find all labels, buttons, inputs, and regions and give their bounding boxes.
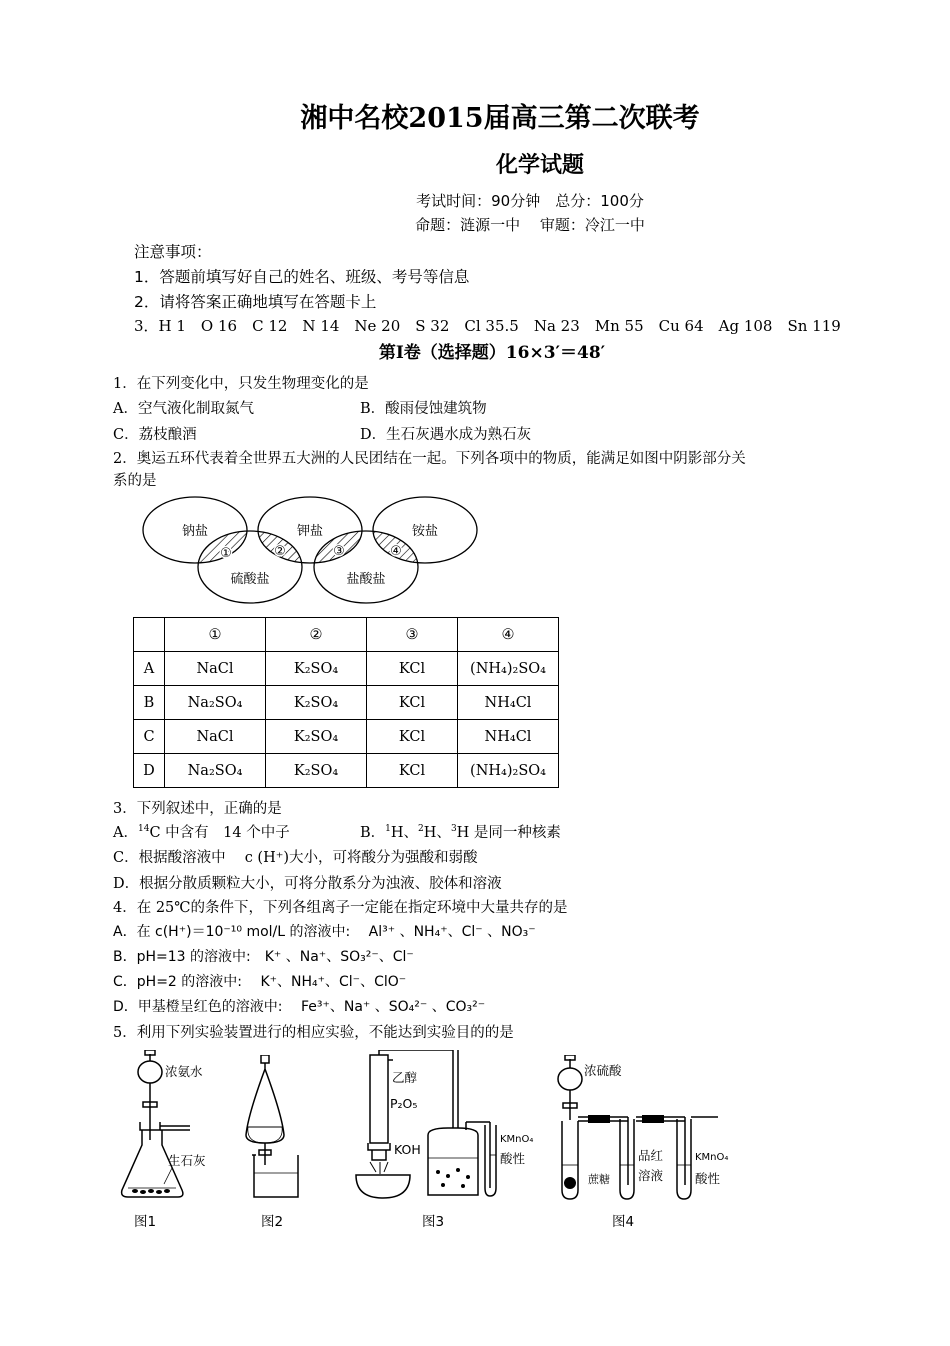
figure-1-apparatus bbox=[110, 1050, 230, 1205]
venn-label-ammonium: 铵盐 bbox=[411, 524, 439, 539]
table-cell: K₂SO₄ bbox=[266, 720, 367, 754]
label-quicklime: 生石灰 bbox=[168, 1153, 206, 1168]
q3-option-a: A．$^{14}$C 中含有 14 个中子 bbox=[113, 824, 290, 841]
q3-option-b: B．$^1$H、$^2$H、$^3$H 是同一种核素 bbox=[360, 824, 561, 841]
figure-3-apparatus bbox=[348, 1050, 548, 1205]
table-cell: NH₄Cl bbox=[458, 720, 559, 754]
table-header-cell: ③ bbox=[367, 618, 458, 652]
section-title: 第Ⅰ卷（选择题）16×3′＝48′ bbox=[378, 343, 606, 363]
figure-4-apparatus bbox=[548, 1055, 748, 1205]
q4-option-c: C．pH=2 的溶液中: K⁺、NH₄⁺、Cl⁻、ClO⁻ bbox=[113, 974, 407, 990]
answer-options-table bbox=[133, 617, 559, 788]
venn-diagram bbox=[140, 495, 490, 610]
table-cell: NH₄Cl bbox=[458, 686, 559, 720]
table-cell: Na₂SO₄ bbox=[165, 754, 266, 788]
figure-2-label: 图2 bbox=[261, 1214, 284, 1230]
label-sulfuric-acid: 浓硫酸 bbox=[584, 1063, 622, 1078]
table-cell: A bbox=[134, 652, 165, 686]
label-acidic-fig4: 酸性 bbox=[695, 1171, 721, 1186]
table-header-row bbox=[134, 618, 559, 652]
exam-authors: 命题：涟源一中 审题：冷江一中 bbox=[415, 216, 645, 234]
q1-option-b: B．酸雨侵蚀建筑物 bbox=[360, 401, 487, 417]
q2-stem-line1: 2．奥运五环代表着全世界五大洲的人民团结在一起。下列各项中的物质，能满足如图中阴影部分关 bbox=[113, 451, 746, 467]
table-cell: KCl bbox=[367, 754, 458, 788]
table-row bbox=[134, 720, 559, 754]
q1-option-d: D．生石灰遇水成为熟石灰 bbox=[360, 427, 532, 443]
q4-option-b: B．pH=13 的溶液中: K⁺ 、Na⁺、SO₃²⁻、Cl⁻ bbox=[113, 949, 414, 965]
exam-title: 湘中名校2015届高三第二次联考 bbox=[300, 103, 700, 134]
table-cell: KCl bbox=[367, 720, 458, 754]
table-cell: K₂SO₄ bbox=[266, 652, 367, 686]
label-p2o5: P₂O₅ bbox=[390, 1096, 418, 1111]
figure-4-label: 图4 bbox=[612, 1214, 635, 1230]
venn-marker-1: ① bbox=[220, 546, 232, 561]
venn-marker-4: ④ bbox=[390, 544, 402, 559]
table-cell: KCl bbox=[367, 652, 458, 686]
q3-option-d: D．根据分散质颗粒大小，可将分散系分为浊液、胶体和溶液 bbox=[113, 876, 502, 892]
figure-3-label: 图3 bbox=[422, 1214, 445, 1230]
table-header-cell: ① bbox=[165, 618, 266, 652]
table-header-cell bbox=[134, 618, 165, 652]
table-row bbox=[134, 652, 559, 686]
notes-item: 3．H 1 O 16 C 12 N 14 Ne 20 S 32 Cl 35.5 Na 23 Mn 55 Cu 64 Ag 108 Sn 119 bbox=[134, 317, 841, 335]
q1-stem: 1．在下列变化中，只发生物理变化的是 bbox=[113, 376, 369, 392]
q4-stem: 4．在 25℃的条件下，下列各组离子一定能在指定环境中大量共存的是 bbox=[113, 900, 568, 916]
table-row bbox=[134, 686, 559, 720]
venn-marker-3: ③ bbox=[333, 544, 345, 559]
q3-stem: 3．下列叙述中，正确的是 bbox=[113, 801, 282, 817]
label-sucrose: 蔗糖 bbox=[588, 1173, 610, 1186]
figure-2-apparatus bbox=[240, 1055, 310, 1205]
table-cell: C bbox=[134, 720, 165, 754]
q1-option-a: A．空气液化制取氮气 bbox=[113, 401, 254, 417]
figure-1-label: 图1 bbox=[134, 1214, 157, 1230]
table-cell: K₂SO₄ bbox=[266, 754, 367, 788]
venn-marker-2: ② bbox=[274, 544, 286, 559]
venn-label-potassium: 钾盐 bbox=[296, 524, 324, 539]
table-cell: NaCl bbox=[165, 720, 266, 754]
notes-item: 2．请将答案正确地填写在答题卡上 bbox=[134, 293, 377, 311]
table-cell: (NH₄)₂SO₄ bbox=[458, 652, 559, 686]
table-cell: Na₂SO₄ bbox=[165, 686, 266, 720]
label-acidic-fig3: 酸性 bbox=[500, 1151, 526, 1166]
table-header-cell: ④ bbox=[458, 618, 559, 652]
venn-label-chloride: 盐酸盐 bbox=[346, 572, 386, 587]
label-koh: KOH bbox=[394, 1142, 421, 1157]
label-kmno4-fig4: KMnO₄ bbox=[695, 1152, 729, 1163]
table-cell: K₂SO₄ bbox=[266, 686, 367, 720]
venn-label-sodium: 钠盐 bbox=[181, 524, 209, 539]
table-cell: NaCl bbox=[165, 652, 266, 686]
label-solution: 溶液 bbox=[638, 1168, 664, 1183]
table-cell: B bbox=[134, 686, 165, 720]
q1-option-c: C．荔枝酿酒 bbox=[113, 427, 197, 443]
exam-subtitle: 化学试题 bbox=[495, 152, 584, 178]
table-cell: KCl bbox=[367, 686, 458, 720]
notes-item: 1．答题前填写好自己的姓名、班级、考号等信息 bbox=[134, 268, 470, 286]
q2-stem-line2: 系的是 bbox=[113, 473, 157, 489]
table-cell: D bbox=[134, 754, 165, 788]
venn-label-sulfate: 硫酸盐 bbox=[230, 572, 270, 587]
table-cell: (NH₄)₂SO₄ bbox=[458, 754, 559, 788]
exam-time: 考试时间：90分钟 总分：100分 bbox=[416, 192, 644, 210]
table-header-cell: ② bbox=[266, 618, 367, 652]
label-kmno4-fig3: KMnO₄ bbox=[500, 1134, 534, 1145]
q4-option-a: A．在 c(H⁺)＝10⁻¹⁰ mol/L 的溶液中: Al³⁺ 、NH₄⁺、Cl⁻ 、NO₃⁻ bbox=[113, 924, 536, 940]
q5-stem: 5．利用下列实验装置进行的相应实验，不能达到实验目的的是 bbox=[113, 1025, 514, 1041]
label-fuchsin: 品红 bbox=[638, 1148, 664, 1163]
label-ammonia: 浓氨水 bbox=[165, 1064, 203, 1079]
label-ethanol: 乙醇 bbox=[392, 1070, 418, 1085]
table-row bbox=[134, 754, 559, 788]
notes-heading: 注意事项： bbox=[134, 243, 212, 261]
q3-option-c: C．根据酸溶液中 c (H⁺)大小，可将酸分为强酸和弱酸 bbox=[113, 850, 478, 866]
q4-option-d: D．甲基橙呈红色的溶液中: Fe³⁺、Na⁺ 、SO₄²⁻ 、CO₃²⁻ bbox=[113, 999, 486, 1015]
